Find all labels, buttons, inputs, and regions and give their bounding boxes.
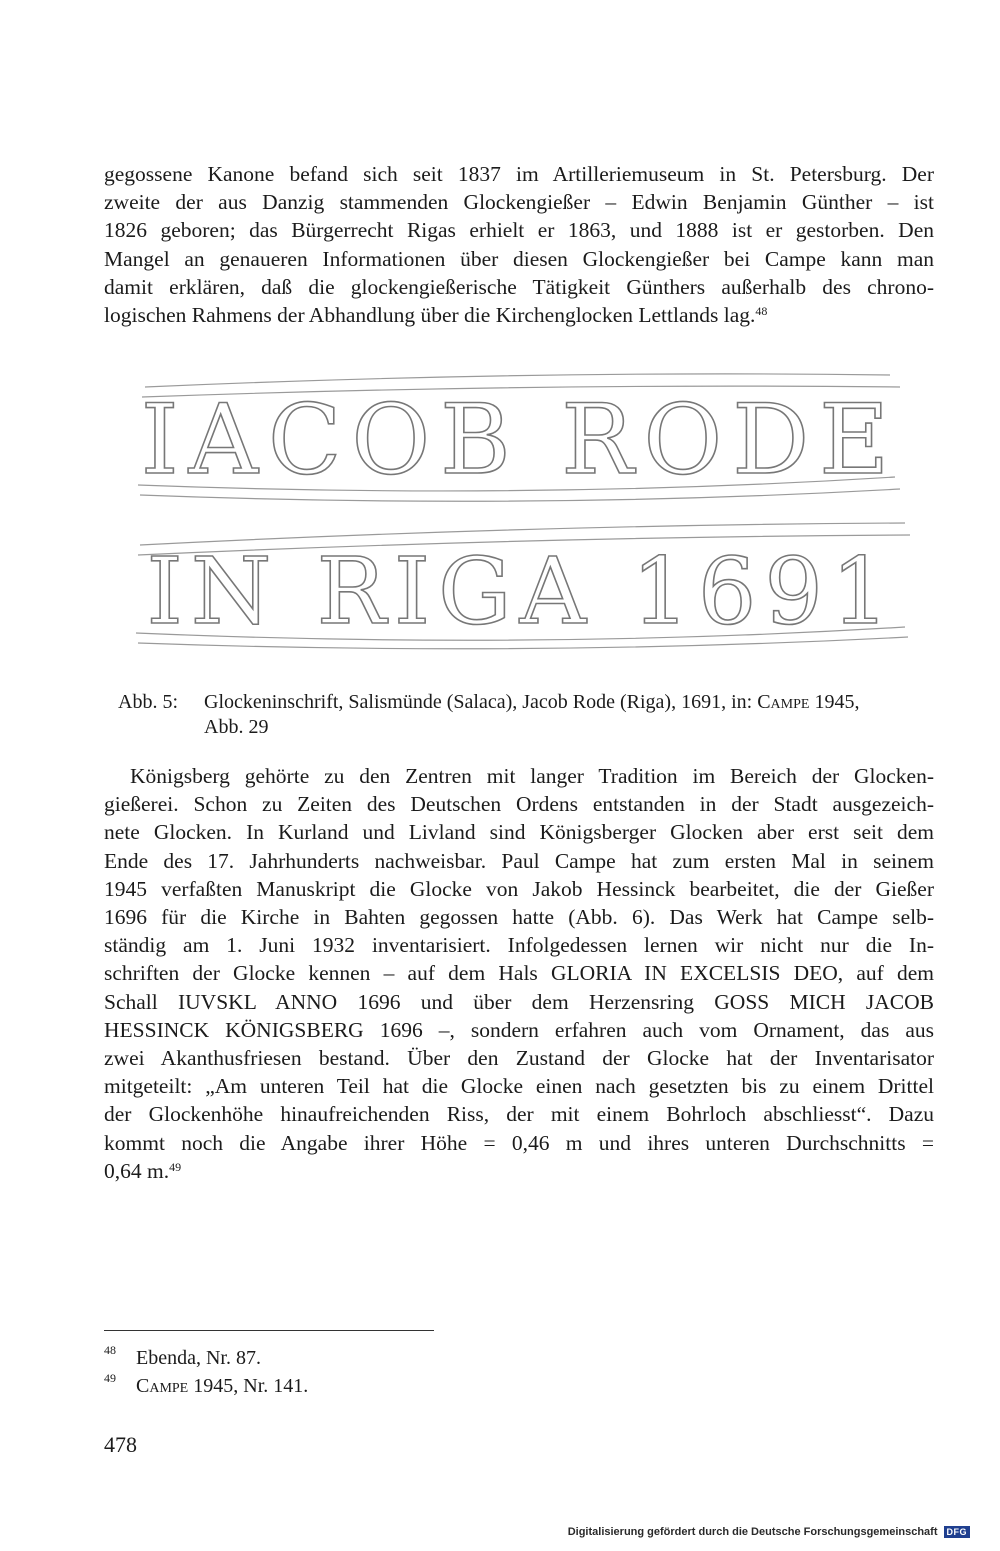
caption-line-2: Abb. 29 [204, 716, 269, 738]
footnote-ref-48[interactable]: 48 [755, 304, 768, 319]
text-line: ständig am 1. Juni 1932 inventarisiert. Infolgedessen lernen wir nicht nur die In- [104, 933, 934, 958]
text-line: schriften der Glocke kennen – auf dem Hals GLORIA IN EXCELSIS DEO, auf dem [104, 961, 934, 986]
paragraph-1 [104, 160, 934, 329]
footnote-divider [104, 1330, 434, 1331]
footnote-text: Ebenda, Nr. 87. [136, 1347, 261, 1369]
digitization-footer [568, 1524, 970, 1540]
text-line: zweite der aus Danzig stammenden Glockengießer – Edwin Benjamin Günther – ist [104, 190, 934, 215]
text-line: nete Glocken. In Kurland und Livland sind Königsberger Glocken aber erst seit dem [104, 820, 934, 845]
text-line: kommt noch die Angabe ihrer Höhe = 0,46 m und ihres unteren Durchschnitts = [104, 1130, 934, 1155]
inscription-drawing [130, 365, 920, 665]
text-line: HESSINCK KÖNIGSBERG 1696 –, sondern erfahren auch vom Ornament, das aus [104, 1017, 934, 1042]
text-line: zwei Akanthusfriesen bestand. Über den Zustand der Glocke hat der Inventarisator [104, 1046, 934, 1071]
footnote-number: 48 [104, 1343, 116, 1357]
footer-text: Digitalisierung gefördert durch die Deutsche Forschungsgemeinschaft [567, 1526, 938, 1538]
footnote-number: 49 [104, 1371, 116, 1385]
text-line-last [104, 1157, 934, 1185]
text-line: gießerei. Schon zu Zeiten des Deutschen Ordens entstanden in der Stadt ausgezeich- [104, 792, 934, 817]
text-line: Mangel an genaueren Informationen über diesen Glockengießer bei Campe kann man [104, 246, 934, 271]
page-number: 478 [104, 1432, 137, 1457]
text-line: 1826 geboren; das Bürgerrecht Rigas erhielt er 1863, und 1888 ist er gestorben. Den [104, 218, 934, 243]
inscription-text-2: IN RIGA 1691 [146, 538, 898, 645]
text-line: gegossene Kanone befand sich seit 1837 im Artilleriemuseum in St. Petersburg. Der [104, 162, 934, 186]
text-line-content: 0,64 m. [104, 1158, 170, 1183]
footnote-text [136, 1374, 308, 1398]
text-line: 1696 für die Kirche in Bahten gegossen hatte (Abb. 6). Das Werk hat Campe selb- [104, 905, 934, 930]
dfg-logo-icon: DFG [944, 1526, 971, 1538]
footnote-author: Campe [136, 1375, 189, 1397]
text-line-content: logischen Rahmens der Abhandlung über die Kirchenglocken Lettlands lag. [104, 303, 756, 328]
inscription-text-1: IACOB RODE [140, 384, 900, 496]
text-line: der Glockenhöhe hinaufreichenden Riss, der mit einem Bohrloch abschliesst“. Dazu [104, 1102, 934, 1127]
paragraph-2 [104, 762, 934, 1185]
text-line-last [104, 301, 934, 329]
footnote-ref-49[interactable]: 49 [169, 1159, 182, 1174]
text-line: mitgeteilt: „Am unteren Teil hat die Glocke einen nach gesetzten bis zu einem Drittel [104, 1074, 934, 1099]
footnote-rest: 1945, Nr. 141. [188, 1375, 309, 1397]
text-line: 1945 verfaßten Manuskript die Glocke von Jakob Hessinck bearbeitet, die der Gießer [104, 876, 934, 901]
text-line: Ende des 17. Jahrhunderts nachweisbar. Paul Campe hat zum ersten Mal in seinem [104, 848, 934, 873]
text-line: damit erklären, daß die glockengießerische Tätigkeit Günthers außerhalb des chrono- [104, 274, 934, 299]
text-line: Königsberg gehörte zu den Zentren mit langer Tradition im Bereich der Glocken- [130, 764, 934, 788]
caption-text [204, 690, 928, 740]
caption-author: Campe [757, 691, 810, 713]
caption-label: Abb. 5: [118, 691, 178, 713]
bell-inscription-figure [130, 365, 920, 665]
caption-text-after: 1945, [809, 691, 860, 713]
caption-text-before: Glockeninschrift, Salismünde (Salaca), Jacob Rode (Riga), 1691, in: [204, 691, 758, 713]
text-line: Schall IUVSKL ANNO 1696 und über dem Herzensring GOSS MICH JACOB [104, 989, 934, 1014]
